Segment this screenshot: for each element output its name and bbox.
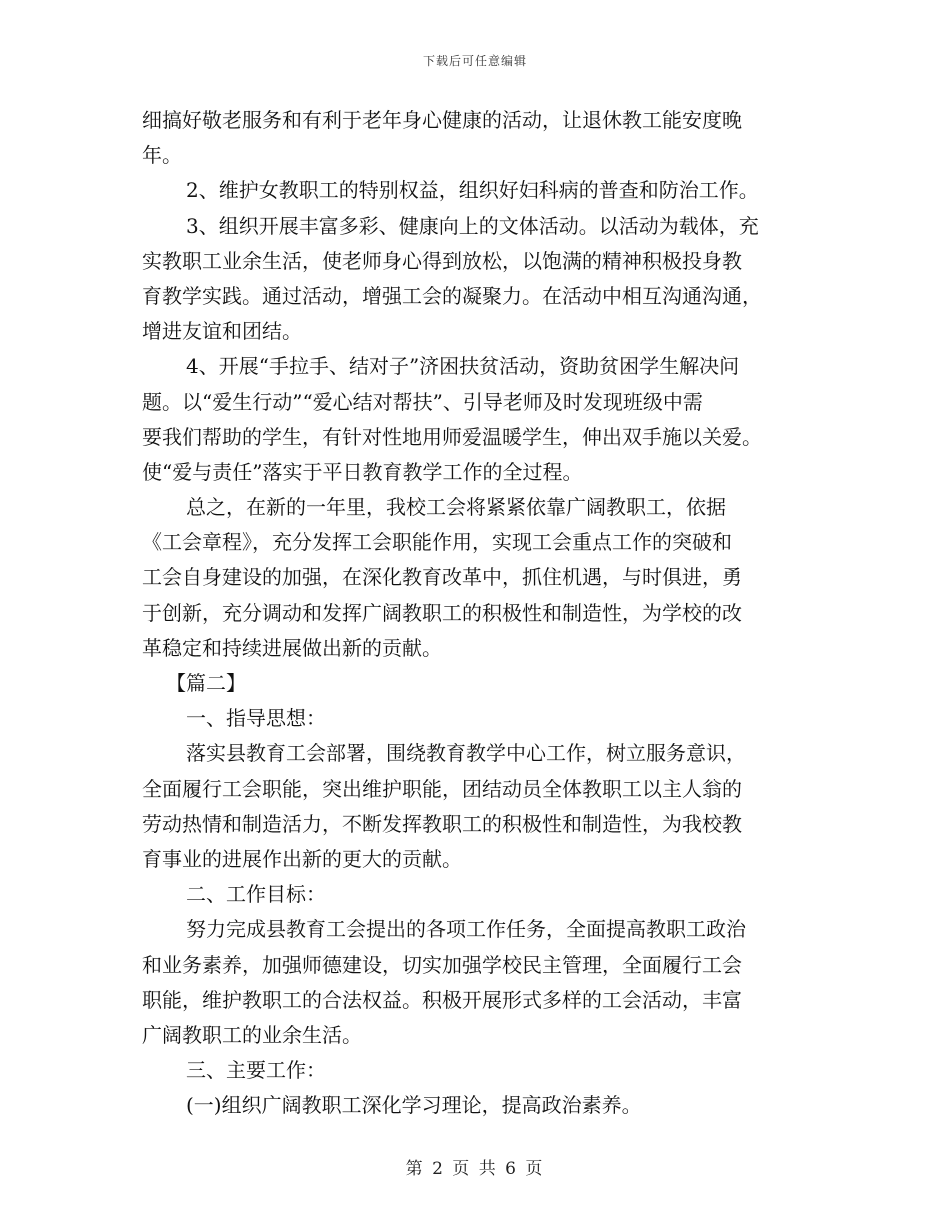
text-line: 工会自身建设的加强，在深化教育改革中，抓住机遇，与时俱进，勇: [142, 565, 742, 590]
text-line: 增进友谊和团结。: [142, 319, 302, 344]
text-line: 总之，在新的一年里，我校工会将紧紧依靠广阔教职工，依据: [186, 495, 726, 520]
text-line: 实教职工业余生活，使老师身心得到放松，以饱满的精神积极投身教: [142, 248, 742, 273]
text-line: 题。以“爱生行动”“爱心结对帮扶”、引导老师及时发现班级中需: [142, 389, 703, 414]
text-line: 努力完成县教育工会提出的各项工作任务，全面提高教职工政治: [186, 917, 746, 942]
document-body: [142, 103, 808, 1123]
text-line: 细搞好敬老服务和有利于老年身心健康的活动，让退休教工能安度晚: [142, 108, 742, 132]
text-line: 4、开展“手拉手、结对子”济困扶贫活动，资助贫困学生解决问: [186, 354, 740, 379]
page-header-note: 下载后可任意编辑: [422, 54, 527, 68]
text-line: 育事业的进展作出新的更大的贡献。: [142, 846, 462, 871]
text-line: 落实县教育工会部署，围绕教育教学中心工作，树立服务意识，: [186, 741, 746, 766]
text-line: (一)组织广阔教职工深化学习理论，提高政治素养。: [186, 1093, 642, 1118]
text-line: 年。: [142, 143, 182, 168]
text-line: 育教学实践。通过活动，增强工会的凝聚力。在活动中相互沟通沟通，: [142, 283, 762, 308]
text-line: 使“爱与责任”落实于平日教育教学工作的全过程。: [142, 459, 583, 484]
text-line: 三、主要工作：: [186, 1058, 326, 1083]
text-line: 一、指导思想：: [186, 706, 326, 731]
text-line: 广阔教职工的业余生活。: [142, 1022, 362, 1047]
text-line: 和业务素养，加强师德建设，切实加强学校民主管理，全面履行工会: [142, 952, 742, 977]
text-line: 职能，维护教职工的合法权益。积极开展形式多样的工会活动，丰富: [142, 987, 742, 1012]
text-line: 2、维护女教职工的特别权益，组织好妇科病的普查和防治工作。: [186, 178, 759, 203]
text-line: 3、组织开展丰富多彩、健康向上的文体活动。以活动为载体，充: [186, 213, 759, 238]
text-line: 革稳定和持续进展做出新的贡献。: [142, 635, 442, 660]
text-line: 于创新，充分调动和发挥广阔教职工的积极性和制造性，为学校的改: [142, 600, 742, 625]
page-number-footer: 第 2 页 共 6 页: [405, 1159, 545, 1179]
text-line: 全面履行工会职能，突出维护职能，团结动员全体教职工以主人翁的: [142, 776, 742, 801]
text-line: 【篇二】: [166, 671, 246, 695]
text-line: 二、工作目标：: [186, 882, 326, 907]
text-line: 要我们帮助的学生，有针对性地用师爱温暖学生，伸出双手施以关爱。: [142, 424, 762, 449]
text-line: 《工会章程》，充分发挥工会职能作用，实现工会重点工作的突破和: [142, 530, 732, 555]
text-line: 劳动热情和制造活力，不断发挥教职工的积极性和制造性，为我校教: [142, 811, 742, 836]
